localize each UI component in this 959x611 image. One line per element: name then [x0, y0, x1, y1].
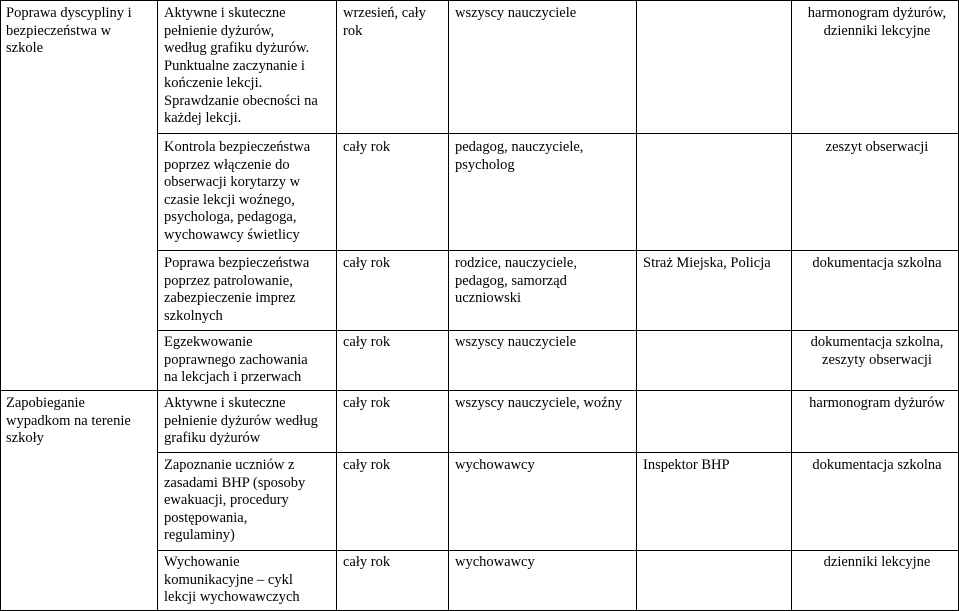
goal-cell: Poprawa dyscypliny i bezpieczeństwa w szkole	[6, 5, 132, 56]
task-cell: Egzekwowanie poprawnego zachowania na lekcjach i przerwach	[164, 334, 308, 385]
task-cell: Aktywne i skuteczne pełnienie dyżurów, według grafiku dyżurów. Punktualne zaczynanie i kończenie lekcji. Sprawdzanie obecności na każdej lekcji.	[164, 5, 318, 126]
evidence-cell: dzienniki lekcyjne	[823, 554, 931, 570]
column-border	[448, 0, 449, 611]
evidence-cell: dokumentacja szkolna	[812, 255, 942, 271]
column-border	[336, 0, 337, 611]
column-border	[157, 0, 158, 611]
partners-cell: Inspektor BHP	[643, 457, 730, 473]
row-border	[157, 133, 959, 134]
term-cell: wrzesień, cały rok	[343, 5, 426, 39]
row-border	[157, 250, 959, 251]
term-cell: cały rok	[343, 334, 391, 350]
responsible-cell: wszyscy nauczyciele	[455, 334, 577, 350]
responsible-cell: wszyscy nauczyciele, woźny	[455, 395, 623, 411]
row-border	[0, 0, 959, 1]
task-cell: Wychowanie komunikacyjne – cykl lekcji wychowawczych	[164, 554, 300, 605]
partners-cell: Straż Miejska, Policja	[643, 255, 771, 271]
goal-cell: Zapobieganie wypadkom na terenie szkoły	[6, 395, 131, 446]
evidence-cell: harmonogram dyżurów	[809, 395, 945, 411]
responsible-cell: rodzice, nauczyciele, pedagog, samorząd uczniowski	[455, 255, 577, 306]
evidence-cell: harmonogram dyżurów, dzienniki lekcyjne	[807, 5, 947, 39]
row-border	[157, 452, 959, 453]
term-cell: cały rok	[343, 139, 391, 155]
evidence-cell: dokumentacja szkolna, zeszyty obserwacji	[810, 334, 944, 368]
task-cell: Aktywne i skuteczne pełnienie dyżurów według grafiku dyżurów	[164, 395, 318, 446]
row-border	[0, 390, 959, 391]
row-border	[157, 550, 959, 551]
evidence-cell: dokumentacja szkolna	[812, 457, 942, 473]
column-border	[0, 0, 1, 611]
term-cell: cały rok	[343, 395, 391, 411]
responsible-cell: pedagog, nauczyciele, psycholog	[455, 139, 584, 173]
task-cell: Kontrola bezpieczeństwa poprzez włączenie do obserwacji korytarzy w czasie lekcji woźnego, psychologa, pedagoga, wychowawcy świetlicy	[164, 139, 311, 243]
row-border	[157, 330, 959, 331]
responsible-cell: wychowawcy	[455, 554, 535, 570]
responsible-cell: wszyscy nauczyciele	[455, 5, 577, 21]
responsible-cell: wychowawcy	[455, 457, 535, 473]
task-cell: Poprawa bezpieczeństwa poprzez patrolowanie, zabezpieczenie imprez szkolnych	[164, 255, 310, 324]
column-border	[791, 0, 792, 611]
column-border	[636, 0, 637, 611]
term-cell: cały rok	[343, 554, 391, 570]
term-cell: cały rok	[343, 255, 391, 271]
evidence-cell: zeszyt obserwacji	[825, 139, 929, 155]
term-cell: cały rok	[343, 457, 391, 473]
task-cell: Zapoznanie uczniów z zasadami BHP (sposoby ewakuacji, procedury postępowania, regulaminy)	[164, 457, 306, 543]
